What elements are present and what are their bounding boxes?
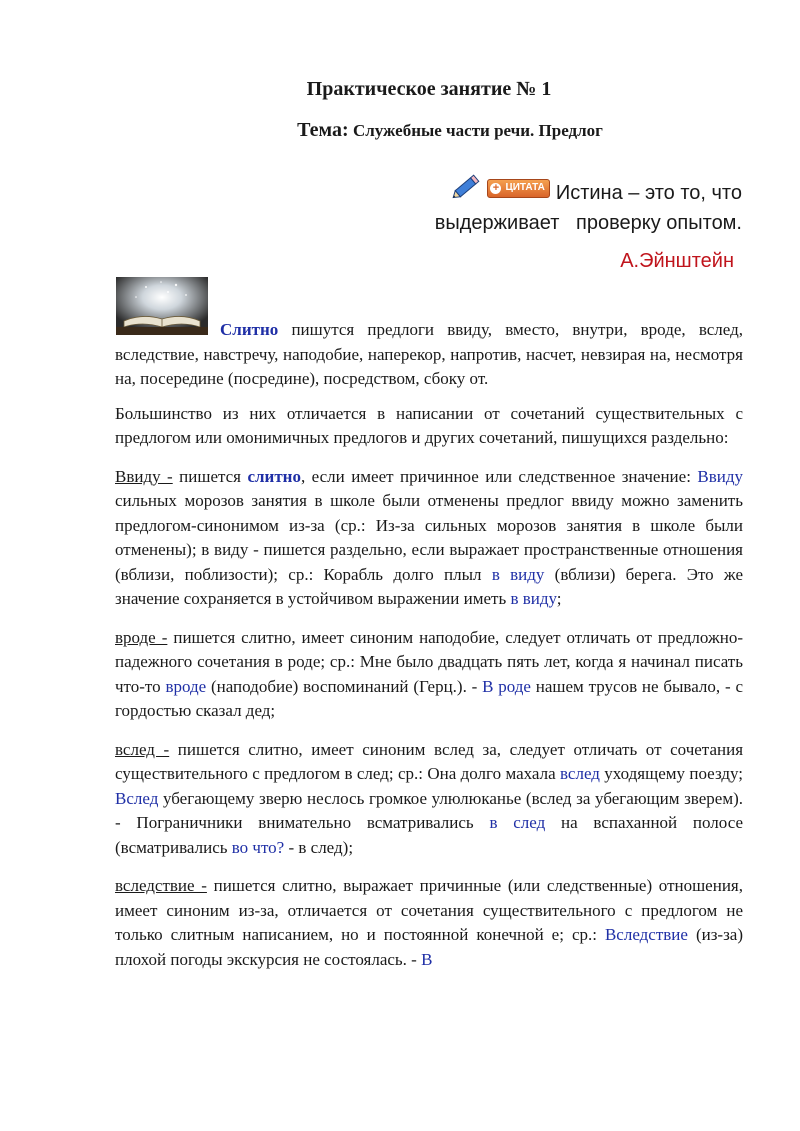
- theme-label: Тема:: [297, 119, 349, 141]
- epigraph-line-1-row: [435, 178, 742, 208]
- epigraph-line-2: выдерживает проверку опытом.: [434, 212, 742, 234]
- paragraph-2: Большинство из них отличается в написании от сочетаний существительных с предлогом или омонимичных предлогов и других сочетаний, пишущихся раздельно:: [115, 403, 743, 447]
- paragraph-1: Слитно пишутся предлоги ввиду, вместо, внутри, вроде, вслед, вследствие, навстречу, наподобие, наперекор, напротив, насчет, невзирая на, несмотря на, посередине (посредине), посредством, сбоку от.: [115, 320, 743, 388]
- term-vvidu: Ввиду -: [115, 466, 173, 486]
- term-vsled: вслед -: [115, 739, 170, 759]
- theme-text: Служебные части речи. Предлог: [352, 121, 603, 140]
- page-title: Практическое занятие № 1: [306, 78, 552, 100]
- theme-line: [0, 119, 800, 142]
- term-vrode: вроде -: [115, 627, 168, 647]
- keyword-slitno: Слитно: [220, 320, 279, 339]
- epigraph-author: А.Эйнштейн: [620, 250, 734, 272]
- plus-icon: +: [490, 183, 501, 194]
- paragraph-vvidu: Ввиду - пишется слитно, если имеет причинное или следственное значение: Ввиду сильных морозов занятия в школе были отменены предлог ввиду можно заменить предлогом-синонимом из-за (ср.: Из-за сильных морозов занятия в школе были отменены); в виду - пишется раздельно, если выражает пространственные отношения (вблизи, поблизости); ср.: Корабль долго плыл в виду (вблизи) берега. Это же значение сохраняется в устойчивом выражении иметь в виду;: [115, 466, 743, 608]
- paragraph-vsledstvie: вследствие - пишется слитно, выражает причинные (или следственные) отношения, имеет синоним из-за, отличается от сочетания существительного с предлогом не только слитным написанием, но и постоянной конечной е; ср.: Вследствие (из-за) плохой погоды экскурсия не состоялась. - В: [115, 876, 744, 969]
- quote-button[interactable]: [487, 179, 549, 198]
- quote-button-label: ЦИТАТА: [505, 182, 545, 193]
- epigraph-line-1: Истина – это то, что: [555, 182, 742, 204]
- term-vsledstvie: вследствие -: [115, 876, 207, 895]
- paragraph-vrode: вроде - пишется слитно, имеет синоним наподобие, следует отличать от предложно-падежного сочетания в роде; ср.: Мне было двадцать пять лет, когда я начинал писать что-то вроде (наподобие) воспоминаний (Герц.). - В роде нашем трусов не бывало, - с гордостью сказал дед;: [115, 627, 743, 720]
- epigraph: [435, 178, 742, 238]
- paragraph-vsled: вслед - пишется слитно, имеет синоним вслед за, следует отличать от сочетания существительного с предлогом в след; ср.: Она долго махала вслед уходящему поезду; Вслед убегающему зверю неслось громкое улюлюканье (вслед за убегающим зверем). - Пограничники внимательно всматривались в след на вспаханной полосе (всматривались во что? - в след);: [115, 739, 744, 857]
- document-body: [115, 318, 743, 986]
- pencil-icon: [449, 168, 485, 204]
